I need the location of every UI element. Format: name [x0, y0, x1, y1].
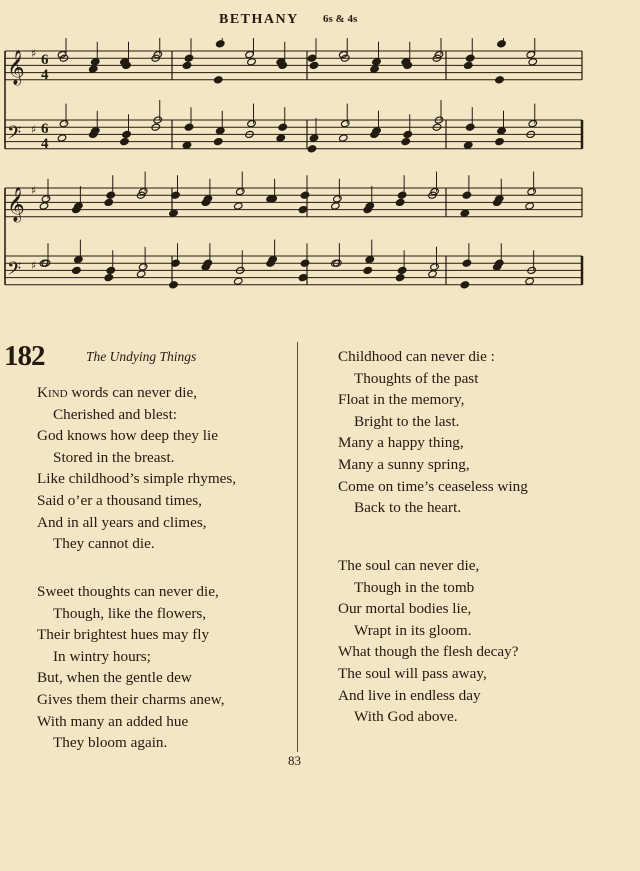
verse-line — [37, 624, 225, 646]
note-head — [247, 58, 257, 66]
note-head — [235, 188, 245, 196]
verse-line — [37, 689, 225, 711]
note-head — [494, 259, 504, 267]
verse-line-text: Though, like the flowers, — [53, 604, 207, 622]
verse-line — [37, 425, 236, 447]
note-head — [182, 61, 192, 69]
note-head — [333, 195, 343, 203]
verse-line — [338, 620, 519, 642]
note-head — [494, 195, 504, 203]
verse-line-text: Our mortal bodies lie, — [338, 600, 472, 618]
note-head — [465, 123, 475, 131]
note-head — [497, 127, 507, 135]
verse-line-text: Said o’er a thousand times, — [37, 491, 202, 509]
verse-line-text: Bright to the last. — [354, 412, 460, 430]
verse-line — [338, 577, 519, 599]
note-head — [372, 127, 382, 135]
column-divider — [297, 342, 298, 752]
verse-line-text: Thoughts of the past — [354, 369, 479, 387]
page-number: 83 — [288, 753, 301, 768]
time-signature-top: 6 — [41, 121, 49, 137]
verse-line — [37, 404, 236, 426]
note-head — [90, 58, 100, 66]
note-head — [298, 206, 308, 214]
verse-line — [338, 432, 528, 454]
note-head — [331, 202, 341, 210]
note-head — [90, 127, 100, 135]
note-head — [465, 54, 475, 62]
note-head — [298, 274, 308, 282]
verse-line-text: With many an added hue — [37, 712, 189, 730]
verse-line — [37, 646, 225, 668]
verse-line-text: Back to the heart. — [354, 499, 462, 517]
verse-3 — [338, 346, 528, 519]
note-head — [395, 274, 405, 282]
verse-line-text: With God above. — [354, 708, 458, 726]
verse-line-text: Their brightest hues may fly — [37, 626, 210, 644]
verse-line — [338, 641, 519, 663]
note-head — [401, 138, 411, 146]
verse-line-text: Wrapt in its gloom. — [354, 621, 472, 639]
note-head — [215, 127, 225, 135]
note-head — [268, 256, 278, 264]
note-head — [460, 281, 470, 289]
note-head — [365, 202, 375, 210]
verse-line-text: They cannot die. — [53, 535, 155, 553]
note-head — [528, 58, 538, 66]
note-head — [138, 263, 148, 271]
note-head — [300, 191, 310, 199]
note-head — [526, 51, 536, 59]
time-signature-bottom: 4 — [41, 67, 49, 83]
note-head — [233, 277, 243, 285]
verse-line — [338, 555, 519, 577]
note-head — [74, 256, 84, 264]
note-head — [338, 134, 348, 142]
note-head — [136, 270, 146, 278]
note-head — [59, 120, 69, 128]
note-head — [463, 141, 473, 149]
note-head — [309, 134, 319, 142]
verse-line-text: Gives them their charms anew, — [37, 690, 225, 708]
note-head — [525, 277, 535, 285]
sharp-icon: ♯ — [31, 47, 37, 60]
verse-line — [37, 447, 236, 469]
verse-line-text: Like childhood’s simple rhymes, — [37, 470, 237, 488]
verse-line-text: God knows how deep they lie — [37, 427, 218, 445]
verse-line — [338, 497, 528, 519]
note-head — [372, 58, 382, 66]
note-head — [72, 266, 82, 274]
verse-line — [338, 454, 528, 476]
verse-line-text: Cherished and blest: — [53, 405, 178, 423]
note-head — [184, 123, 194, 131]
note-head — [104, 198, 114, 206]
note-head — [203, 195, 213, 203]
verse-line-text: But, when the gentle dew — [37, 669, 192, 687]
verse-line — [338, 346, 528, 368]
verse-line — [37, 468, 236, 490]
verse-line-text: They bloom again. — [53, 734, 168, 752]
verse-line-text: Stored in the breast. — [53, 448, 175, 466]
note-head — [278, 123, 288, 131]
verse-line-text: What though the flesh decay? — [338, 643, 519, 661]
bass-clef: 𝄢 — [7, 123, 22, 148]
note-head — [182, 141, 192, 149]
sharp-icon: ♯ — [31, 184, 37, 197]
note-head — [528, 120, 538, 128]
note-head — [462, 259, 472, 267]
verse-line-text: Sweet thoughts can never die, — [37, 583, 219, 600]
note-head — [300, 259, 310, 267]
verse-line-text: The soul will pass away, — [338, 664, 487, 682]
verse-4 — [338, 555, 519, 728]
note-head — [403, 130, 413, 138]
treble-clef: 𝄞 — [7, 187, 25, 222]
verse-line-text: Come on time’s ceaseless wing — [338, 477, 528, 495]
verse-line — [338, 476, 528, 498]
note-head — [463, 61, 473, 69]
note-head — [169, 281, 179, 289]
verse-line — [338, 411, 528, 433]
note-head — [122, 130, 132, 138]
note-head — [365, 256, 375, 264]
verse-line — [37, 732, 225, 754]
note-head — [57, 134, 67, 142]
note-head — [213, 138, 223, 146]
verse-line — [37, 711, 225, 733]
verse-line — [37, 667, 225, 689]
bass-clef: 𝄢 — [7, 259, 22, 284]
tune-meter: 6s & 4s — [323, 13, 358, 25]
note-head — [203, 259, 213, 267]
note-head — [215, 40, 225, 48]
verse-line-text: Though in the tomb — [354, 578, 475, 596]
note-head — [525, 202, 535, 210]
note-head — [106, 191, 116, 199]
note-head — [395, 198, 405, 206]
tune-name: BETHANY — [219, 12, 299, 27]
verse-line-text: Childhood can never die : — [338, 348, 495, 365]
note-head — [307, 145, 317, 153]
note-head — [247, 120, 257, 128]
time-signature-bottom: 4 — [41, 136, 49, 152]
verse-line — [37, 382, 236, 404]
note-head — [74, 202, 84, 210]
verse-line-text: In wintry hours; — [53, 647, 151, 665]
verse-line-text: And live in endless day — [338, 686, 481, 704]
note-head — [106, 266, 116, 274]
note-head — [363, 266, 373, 274]
verse-line-text: Many a happy thing, — [338, 434, 464, 452]
treble-clef: 𝄞 — [7, 50, 25, 85]
note-head — [527, 188, 537, 196]
note-head — [460, 209, 470, 217]
note-head — [233, 202, 243, 210]
verse-line-text: And in all years and climes, — [37, 513, 207, 531]
note-head — [120, 138, 130, 146]
note-head — [309, 61, 319, 69]
note-head — [340, 120, 350, 128]
verse-line — [37, 512, 236, 534]
time-signature-top: 6 — [41, 52, 49, 68]
verse-line — [338, 663, 519, 685]
tune-header — [0, 12, 640, 34]
note-head — [39, 202, 49, 210]
verse-line-text: Float in the memory, — [338, 391, 465, 409]
verse-1 — [37, 382, 236, 555]
note-head — [370, 65, 380, 73]
first-word: Kind — [37, 384, 68, 401]
verse-line-text: Many a sunny spring, — [338, 455, 470, 473]
sharp-icon: ♯ — [31, 123, 37, 136]
hymn-number: 182 — [4, 340, 45, 372]
note-head — [428, 270, 438, 278]
note-head — [245, 51, 255, 59]
note-head — [213, 76, 223, 84]
verse-line — [37, 603, 225, 625]
verse-2 — [37, 581, 225, 754]
hymn-title: The Undying Things — [86, 349, 197, 364]
note-head — [41, 195, 51, 203]
note-head — [397, 266, 407, 274]
note-head — [88, 65, 98, 73]
verse-line — [338, 685, 519, 707]
note-head — [495, 76, 505, 84]
verse-line — [338, 706, 519, 728]
note-head — [276, 134, 286, 142]
verse-line — [338, 598, 519, 620]
verse-line — [338, 368, 528, 390]
note-head — [169, 209, 179, 217]
note-head — [184, 54, 194, 62]
music-score — [0, 38, 640, 328]
verse-line — [37, 490, 236, 512]
note-head — [495, 138, 505, 146]
verse-line — [37, 581, 225, 603]
note-head — [397, 191, 407, 199]
note-head — [497, 40, 507, 48]
verse-line — [338, 389, 528, 411]
note-head — [462, 191, 472, 199]
sharp-icon: ♯ — [31, 259, 37, 272]
verse-line-text: The soul can never die, — [338, 557, 480, 574]
verse-line-text: words can never die, — [67, 384, 197, 401]
note-head — [430, 263, 440, 271]
note-head — [104, 274, 114, 282]
verse-line — [37, 533, 236, 555]
note-head — [307, 54, 317, 62]
